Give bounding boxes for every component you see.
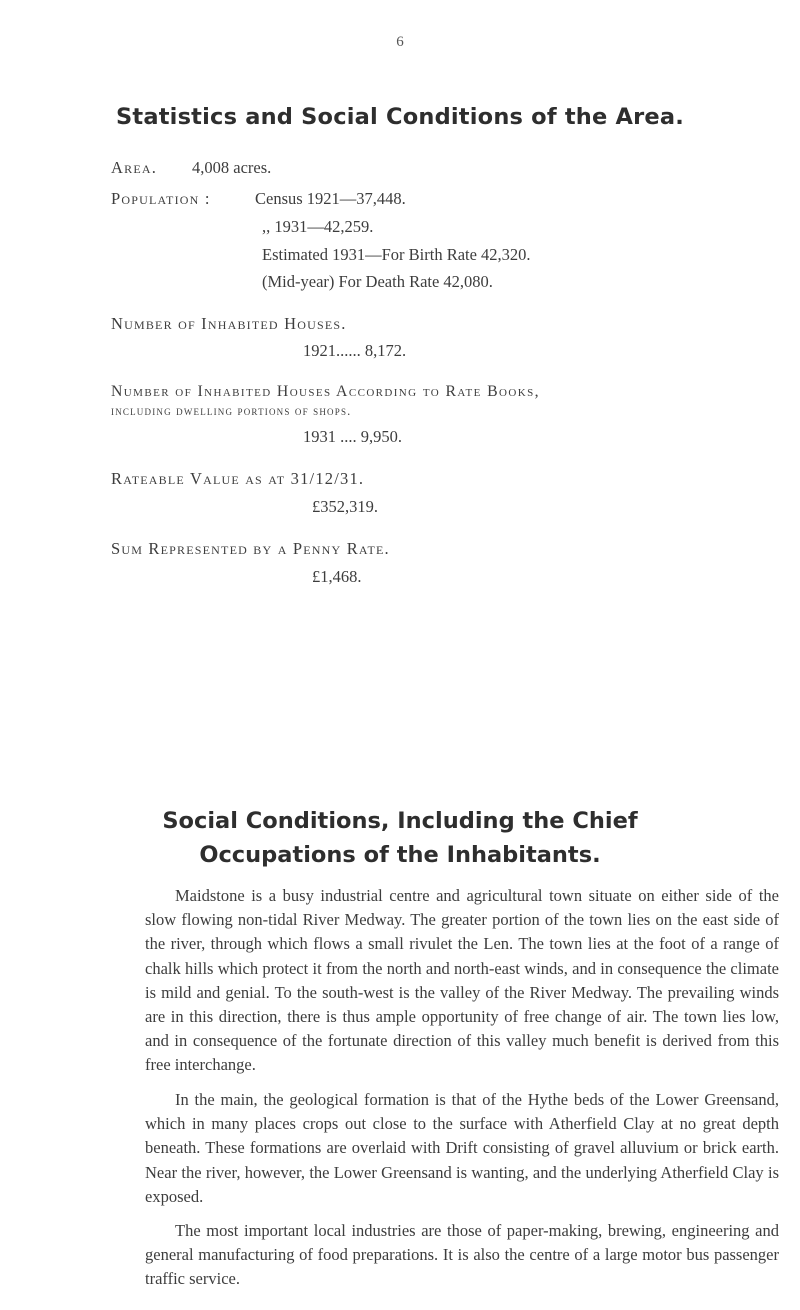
area-label: Area. [111, 158, 158, 177]
rateable-value: £352,319. [312, 497, 378, 516]
penny-rate-value: £1,468. [312, 567, 362, 586]
paragraph-location: Maidstone is a busy industrial centre and agricultural town situate on either side of the slow flowing non-tidal River Medway. The greater portion of the town lies on the east side of the river, through which flows a small rivulet the Len. The town lies at the foot of a range of chalk hills which protect it from the north and north-east winds, and in consequence the climate is mild and genial. To the south-west is the valley of the River Medway. The prevailing winds are in this direction, there is thus ample opportunity of free change of air. The town lies low, and in consequence of the fortunate direction of this valley much benefit is derived from this free interchange. [145, 886, 779, 1075]
paragraph-industries: The most important local industries are those of paper-making, brewing, engineering and general manufacturing of food preparations. It is also the centre of a large motor bus passenger traffic service. [145, 1221, 779, 1289]
section-heading-line2: Occupations of the Inhabitants. [199, 842, 601, 868]
rate-books-label: Number of Inhabited Houses According to Rate Books, [111, 383, 540, 400]
inhabited-houses-label: Number of Inhabited Houses. [111, 314, 347, 333]
estimated-death-rate: (Mid-year) For Death Rate 42,080. [262, 272, 493, 291]
rate-books-sublabel: including dwelling portions of shops. [111, 404, 352, 418]
page-number: 6 [396, 34, 404, 50]
page-title: Statistics and Social Conditions of the Area. [115, 104, 685, 130]
penny-rate-label: Sum Represented by a Penny Rate. [111, 539, 390, 558]
estimated-birth-rate: Estimated 1931—For Birth Rate 42,320. [262, 245, 531, 264]
section-heading-line1: Social Conditions, Including the Chief [162, 808, 638, 834]
rateable-value-label: Rateable Value as at 31/12/31. [111, 469, 365, 488]
census-1931: ,, 1931—42,259. [262, 217, 374, 236]
census-1921: Census 1921—37,448. [255, 189, 406, 208]
population-label: Population : [111, 189, 211, 208]
paragraph-geology: In the main, the geological formation is that of the Hythe beds of the Lower Greensand, which in many places crops out close to the surface with Atherfield Clay at no great depth beneath. These formations are overlaid with Drift consisting of gravel alluvium or brick earth. Near the river, however, the Lower Greensand is wanting, and the underlying Atherfield Clay is exposed. [145, 1090, 779, 1206]
inhabited-houses-value: 1921...... 8,172. [303, 341, 407, 360]
area-value: 4,008 acres. [192, 158, 272, 177]
rate-books-value: 1931 .... 9,950. [303, 427, 402, 446]
